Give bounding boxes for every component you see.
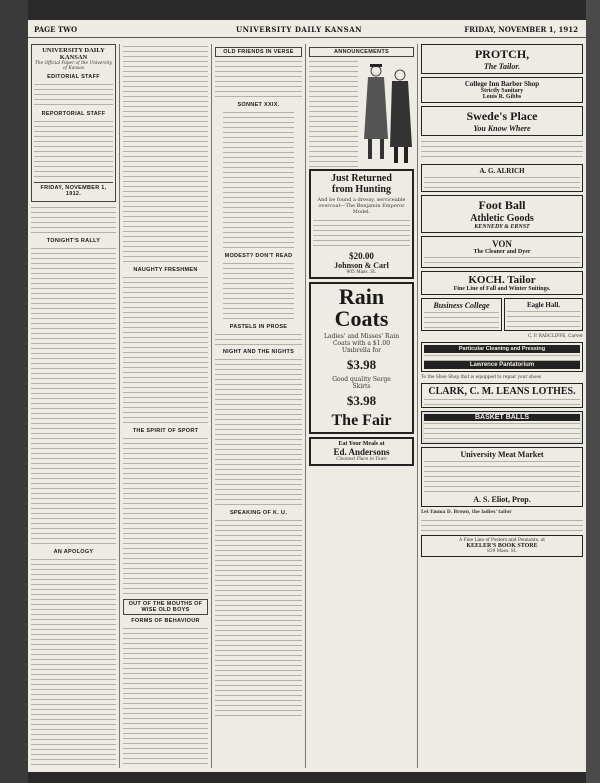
verse-head: OLD FRIENDS IN VERSE [215,47,302,57]
paper-title: UNIVERSITY DAILY KANSAN [236,25,363,34]
brown-tailor: Let Emma D. Brown, the ladies' tailor [421,510,512,516]
clark-title: CLARK, C. M. LEANS LOTHES. [428,386,576,398]
pastels-head: PASTELS IN PROSE [229,324,288,330]
sonnet-text [223,110,294,250]
ad-coats: Coats [334,306,389,332]
aldrich-name: A. G. ALRICH [479,167,525,175]
business-college-ad [421,298,502,331]
men-in-overcoats-icon [360,59,414,169]
meat-title: University Meat Market [460,450,544,460]
ad-the-fair: The Fair [331,412,392,430]
ad-price: $20.00 [349,251,374,261]
verse-intro [215,59,302,99]
von-body [424,255,580,265]
ad-returned: Just Returned [331,173,392,184]
barber-name: College Inn Barber Shop [464,80,540,88]
barber-owner: Louis R. Gibbs [482,94,522,100]
basket-ball-ad [421,411,583,444]
announcements-text [309,59,358,169]
apology-article [31,557,116,768]
flag-title: UNIVERSITY DAILY KANSAN [42,47,105,61]
ad-price-2: $3.98 [346,357,377,373]
football-ad [421,195,583,233]
overcoat-illustration [360,59,414,169]
ad-store: Johnson & Carl [334,261,389,270]
column-4 [306,44,418,768]
business-title: Business College [433,301,490,310]
radcliffe: C. P. RADCLIFFE, Carver [528,334,583,339]
reportorial-staff-head: REPORTORIAL STAFF [41,111,106,118]
reporter-list [34,119,113,179]
ad-rain: Rain [338,284,385,310]
ad-hunting: from Hunting [332,184,391,195]
page-label: PAGE TWO [34,25,78,34]
athletic-title: Athletic Goods [470,213,534,224]
speaking-article [215,518,302,718]
ad-eat: Eat Your Meals at [338,441,385,448]
keeler-address: 839 Mass. St. [487,549,517,555]
editorial-staff-head: EDITORIAL STAFF [47,74,100,81]
eagle-hall-ad [504,298,583,331]
basket-title: BASKET BALLS [424,414,580,421]
shoe-shop: To the Shoe Shop that is equipped to repair your shoes [421,375,542,381]
spirit-head: THE SPIRIT OF SPORT [132,428,199,434]
mouths-head: OUT OF THE MOUTHS OF WISE OLD BOYS [123,599,208,615]
column-text [31,205,116,235]
keeler-name: KEELER'S BOOK STORE [466,543,538,550]
ad-cleanest: Cleanest Place in Town [336,457,387,463]
night-article [215,357,302,507]
pantatorium-ad [421,342,583,372]
basket-body [424,421,580,441]
column-3 [212,44,306,768]
naughty-head: NAUGHTY FRESHMEN [133,267,198,273]
von-name: VON [492,239,512,249]
forms-head: FORMS OF BEHAVIOUR [131,618,200,624]
anderson-ad [309,437,414,466]
newspaper-page [28,20,586,772]
issue-date: FRIDAY, NOVEMBER 1, 1912. [34,182,113,197]
keeler-ad [421,535,583,557]
column-5 [418,44,586,768]
overcoat-ad [309,169,414,279]
pastels-sub [215,332,302,346]
eagle-title: Eagle Hall. [526,301,561,309]
pantatorium-banner: Lawrence Pantatorium [424,361,580,369]
aldrich-body [424,175,580,189]
swede-tag: You Know Where [473,124,531,133]
meat-body [424,459,580,495]
eagle-body [507,309,580,327]
forms-article [123,626,208,766]
cleaning-body [424,353,580,361]
brown-body [421,518,583,532]
page-date: FRIDAY, NOVEMBER 1, 1912 [464,25,578,34]
ad-serge: Good quality Serge Skirts [332,376,391,391]
continued-text [123,44,208,264]
modest-poem [223,261,294,321]
raincoat-ad [309,282,414,434]
ad-raincoat-sub: Ladies' and Misses' Rain Coats with a $1.00 Umbrella for [323,333,400,355]
ad-price-3: $3.98 [346,393,377,409]
meat-market-ad [421,447,583,507]
koch-ad [421,271,583,295]
spirit-article [123,436,208,596]
football-title: Foot Ball [478,198,526,212]
keeler-intro: A Fine Line of Posters and Pennants, at [459,538,545,544]
von-ad [421,236,583,268]
ad-body [313,218,410,248]
night-head: NIGHT AND THE NIGHTS [222,349,295,355]
announcements-head: ANNOUNCEMENTS [309,47,414,57]
staff-list [34,82,113,108]
koch-name: KOCH. Tailor [468,274,536,286]
column-1 [28,44,120,768]
protch-name: PROTCH, [474,47,530,61]
flag-subtitle: The Official Paper of the University of Kansas [34,61,112,72]
ad-store-address: 905 Mass. St. [346,270,377,275]
rally-article [31,246,116,546]
aldrich-ad [421,164,583,192]
cleaners-listing [421,139,583,161]
rally-head: TONIGHT'S RALLY [46,238,101,245]
speaking-head: SPEAKING OF K. U. [229,510,288,516]
koch-sub: Fine Line of Fall and Winter Suitings. [453,286,551,292]
von-sub: The Cleaner and Dyer [473,249,531,255]
modest-head: MODEST? DON'T READ [224,253,293,259]
kennedy-ernst: KENNEDY & ERNST [474,224,530,230]
protch-ad [421,44,583,74]
column-2 [120,44,212,768]
business-body [424,310,499,328]
clark-body [424,397,580,405]
protch-tailor: The Tailor. [483,62,521,71]
cleaning-banner: Particular Cleaning and Pressing [424,345,580,353]
swede-name: Swede's Place [466,109,538,123]
clark-ad [421,383,583,408]
masthead [28,24,586,38]
flag-box [31,44,116,202]
sonnet-head: SONNET XXIX. [237,102,280,108]
barber-sanitary: Strictly Sanitary [480,88,524,94]
apology-head: AN APOLOGY [53,549,94,556]
eliot-prop: A. S. Eliot, Prop. [473,495,531,505]
ad-description: And be found a dressy, serviceable overcoat—The Benjamin Emperor Model. [317,197,406,215]
swede-ad [421,106,583,136]
barber-ad [421,77,583,103]
naughty-article [123,275,208,425]
ad-anderson: Ed. Andersons [333,447,390,458]
